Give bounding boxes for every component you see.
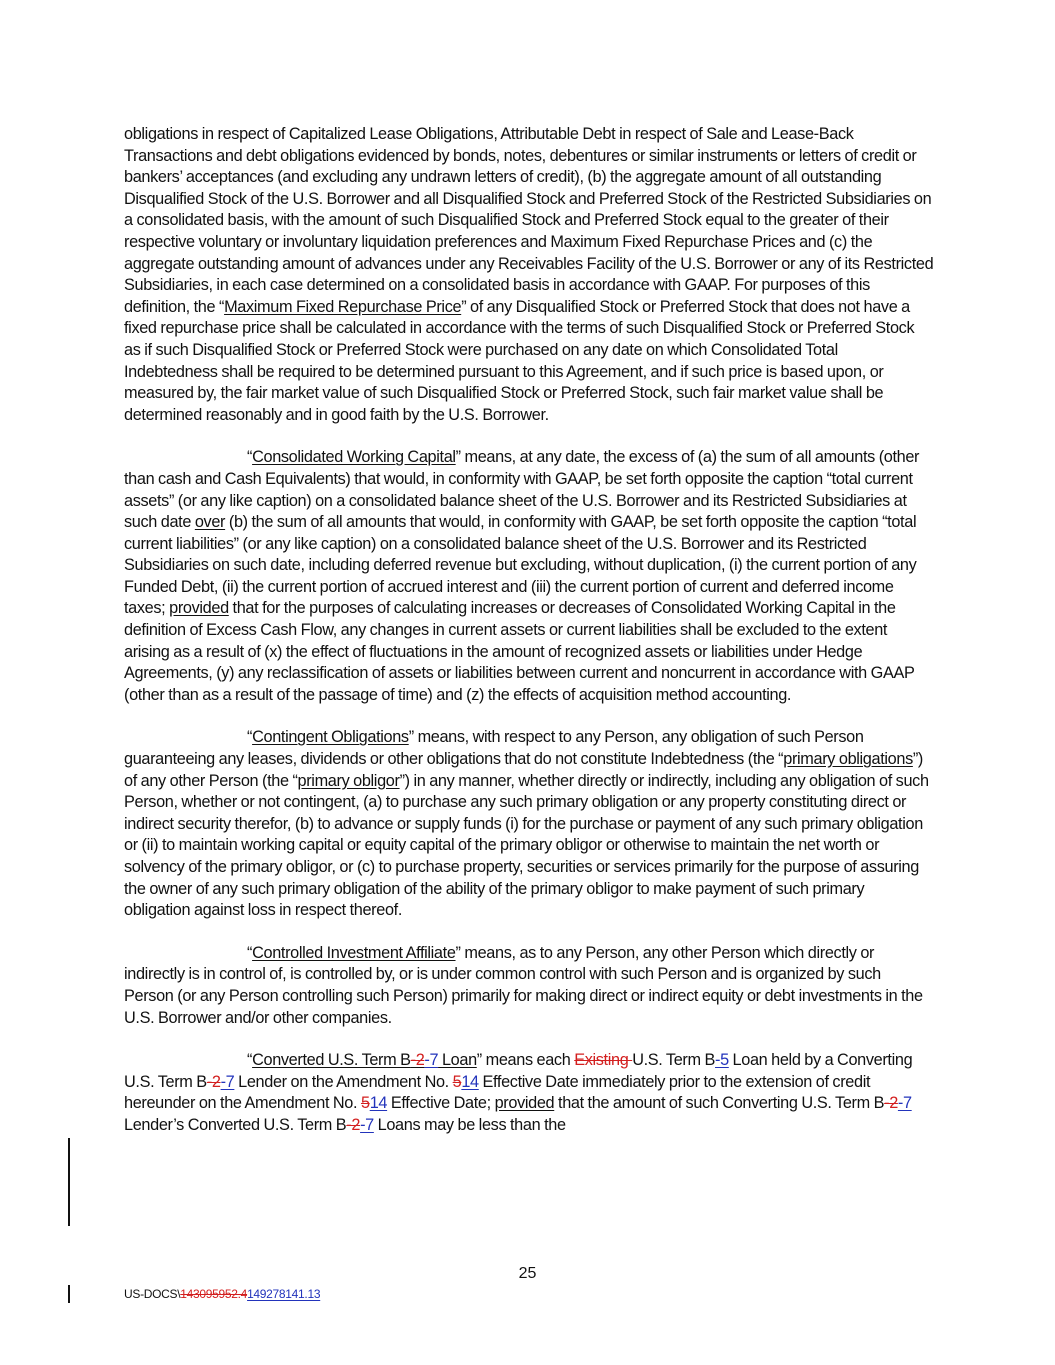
paragraph-text: Effective Date; — [387, 1094, 495, 1113]
paragraph-text: Loan held by a Converting U.S. Term B — [124, 1051, 913, 1091]
page-number: 25 — [518, 1265, 537, 1282]
defined-term-controlled-investment-affiliate: Controlled Investment Affiliate — [252, 943, 456, 962]
doc-id-deleted: 143095952.4 — [180, 1287, 248, 1301]
open-quote: “ — [247, 728, 253, 747]
inserted-text: 14 — [369, 1094, 388, 1113]
revision-change-bar — [68, 1138, 70, 1226]
paragraph-text: ” means each — [476, 1051, 575, 1070]
paragraph-text: ” means, at any date, the excess of (a) the sum of all amounts (other than cash and Cash Equivalents) that would, in conformity with GAAP, be set forth opposite the caption “total current assets” (or any like caption) on a consolidated balance sheet of the U.S. Borrower and its Restricted Subsidiaries at such date — [124, 448, 920, 532]
document-page — [124, 124, 934, 1158]
definition-consolidated-working-capital — [124, 447, 934, 706]
paragraph-capitalized-lease — [124, 124, 934, 426]
paragraph-text: ”) of any other Person (the “ — [124, 750, 924, 790]
deleted-text: 5 — [452, 1072, 462, 1091]
deleted-text: -2 — [346, 1115, 361, 1134]
open-quote: “ — [247, 1051, 253, 1070]
inserted-text: -7 — [897, 1094, 912, 1113]
paragraph-text: Effective Date immediately prior to the extension of credit hereunder on the Amendment No. — [124, 1072, 871, 1113]
inserted-text: -7 — [424, 1051, 439, 1070]
deleted-text: -2 — [206, 1072, 221, 1091]
doc-id-inserted: 149278141.13 — [247, 1287, 321, 1301]
emphasis-over: over — [194, 513, 226, 532]
term-text: Loan — [438, 1051, 477, 1070]
inserted-text: -7 — [220, 1072, 235, 1091]
paragraph-text: Loans may be less than the — [373, 1115, 566, 1134]
inserted-text: 14 — [461, 1072, 479, 1091]
definition-contingent-obligations — [124, 727, 934, 921]
defined-term-contingent-obligations: Contingent Obligations — [252, 728, 409, 747]
definition-converted-us-term-loan — [124, 1050, 934, 1136]
document-id — [124, 1287, 320, 1301]
deleted-text: -2 — [884, 1094, 898, 1113]
open-quote: “ — [247, 943, 253, 962]
deleted-text: -2 — [410, 1051, 425, 1070]
paragraph-text: ”) in any manner, whether directly or indirectly, including any obligation of such Person, whether or not contingent, (a) to purchase any such primary obligation or any property constituting direct or indirect security therefor, (b) to advance or supply funds (i) for the purchase or payment of any such primary obligation or (ii) to maintain working capital or equity capital of the primary obligor or otherwise to maintain the net worth or solvency of the primary obligor, or (c) to purchase property, securities or services primarily for the purpose of assuring the owner of any such primary obligation of the ability of the primary obligor to make payment of such primary obligation against loss in respect thereof. — [124, 771, 929, 920]
paragraph-text: that for the purposes of calculating increases or decreases of Consolidated Working Capital in the definition of Excess Cash Flow, any changes in current assets or current liabilities shall be excluded to the extent arising as a result of (x) the effect of fluctuations in the amount of recognized assets or liabilities under Hedge Agreements, (y) any reclassification of assets or liabilities between current and noncurrent in accordance with GAAP (other than as a result of the passage of time) and (z) the effects of acquisition method accounting. — [124, 599, 915, 704]
defined-term-converted-us-term-loan — [252, 1051, 477, 1069]
emphasis-provided: provided — [169, 599, 229, 618]
defined-term-maximum-fixed-repurchase-price: Maximum Fixed Repurchase Price — [224, 297, 462, 316]
term-text: Converted U.S. Term B — [252, 1051, 411, 1070]
inserted-text: -7 — [360, 1115, 374, 1134]
paragraph-text: Lender’s Converted U.S. Term B — [124, 1115, 347, 1134]
emphasis-provided: provided — [494, 1094, 555, 1113]
open-quote: “ — [247, 448, 253, 467]
paragraph-text: ” means, as to any Person, any other Person which directly or indirectly is in control of, is controlled by, or is under common control with such Person and is organized by such Person (or any Person controlling such Person) primarily for making direct or indirect equity or debt investments in the U.S. Borrower and/or other companies. — [124, 943, 923, 1027]
paragraph-text: Lender on the Amendment No. — [234, 1072, 453, 1091]
footer-change-bar — [68, 1285, 70, 1303]
inserted-text: -5 — [715, 1051, 729, 1070]
deleted-text: 5 — [360, 1094, 370, 1113]
doc-id-prefix: US-DOCS\ — [124, 1287, 181, 1301]
defined-term-primary-obligations: primary obligations — [783, 750, 913, 769]
paragraph-text: obligations in respect of Capitalized Lease Obligations, Attributable Debt in respect of Sale and Lease-Back Transactions and debt obligations evidenced by bonds, notes, debentures or similar instruments or letters of credit or bankers’ acceptances (and excluding any undrawn letters of credit), (b) the aggregate amount of all outstanding Disqualified Stock of the U.S. Borrower and all Disqualified Stock and Preferred Stock of the Restricted Subsidiaries on a consolidated basis, with the amount of such Disqualified Stock and Preferred Stock equal to the greater of their respective voluntary or involuntary liquidation preferences and Maximum Fixed Repurchase Prices and (c) the aggregate outstanding amount of advances under any Receivables Facility of the U.S. Borrower or any of its Restricted Subsidiaries, in each case determined on a consolidated basis in accordance with GAAP. For purposes of this definition, the “ — [124, 125, 934, 316]
paragraph-text: (b) the sum of all amounts that would, in conformity with GAAP, be set forth opposite the caption “total current liabilities” (or any like caption) on a consolidated balance sheet of the U.S. Borrower and its Restricted Subsidiaries on such date, including deferred revenue but excluding, without duplication, (i) the current portion of any Funded Debt, (ii) the current portion of accrued interest and (iii) the current portion of current and deferred income taxes; — [124, 513, 917, 618]
paragraph-text: ” of any Disqualified Stock or Preferred Stock that does not have a fixed repurchase price shall be calculated in accordance with the terms of such Disqualified Stock or Preferred Stock as if such Disqualified Stock or Preferred Stock were purchased on any date on which Consolidated Total Indebtedness shall be required to be determined pursuant to this Agreement, and if such price is based upon, or measured by, the fair market value of such Disqualified Stock or Preferred Stock, such fair market value shall be determined reasonably and in good faith by the U.S. Borrower. — [124, 297, 915, 424]
paragraph-text: ” means, with respect to any Person, any obligation of such Person guaranteeing any leases, dividends or other obligations that do not constitute Indebtedness (the “ — [124, 728, 864, 769]
paragraph-text: that the amount of such Converting U.S. Term B — [554, 1094, 885, 1113]
deleted-text: Existing — [574, 1051, 633, 1070]
defined-term-primary-obligor: primary obligor — [297, 771, 400, 790]
paragraph-text: U.S. Term B — [632, 1051, 715, 1070]
defined-term-consolidated-working-capital: Consolidated Working Capital — [252, 448, 456, 467]
definition-controlled-investment-affiliate — [124, 943, 934, 1029]
